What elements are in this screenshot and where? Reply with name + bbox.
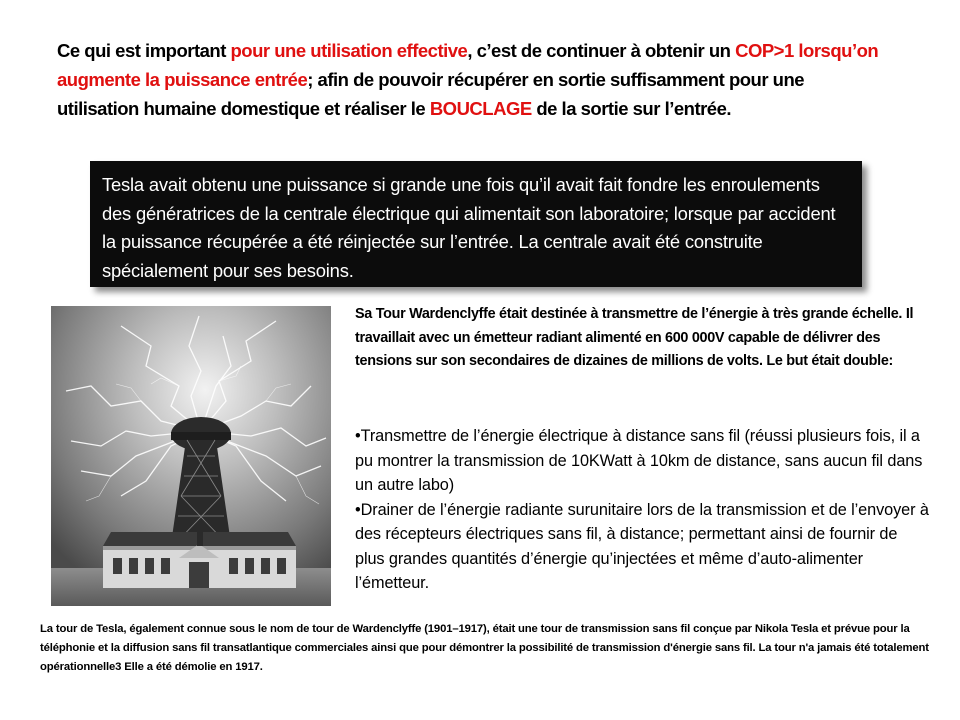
intro-highlight-3: BOUCLAGE	[429, 98, 532, 119]
tower-description	[355, 303, 925, 374]
intro-text-4: de la sortie sur l’entrée.	[531, 98, 732, 119]
tower-illustration	[51, 306, 331, 606]
intro-text-1: Ce qui est important	[57, 40, 231, 61]
photo-caption-text: La tour de Tesla, également connue sous le nom de tour de Wardenclyffe (1901–1917), était une tour de transmission sans fil conçue par Nikola Tesla et prévue pour la téléphonie et la diffusion sans fil transatlantique commerciales ainsi que pour démontrer la possibilité de transmission d'énergie sans fil. La tour n'a jamais été totalement opérationnelle3 Elle a été démolie en 1917.	[40, 623, 929, 673]
wardenclyffe-tower-photo	[51, 306, 331, 606]
goals-list	[355, 424, 930, 596]
tower-description-text: Sa Tour Wardenclyffe était destinée à transmettre de l’énergie à très grande échelle. Il travaillait avec un émetteur radiant alimenté en 600 000V capable de délivrer des tensions sur son secondaires de dizaines de millions de volts. Le but était double:	[355, 306, 914, 369]
intro-text-2: , c’est de continuer à obtenir un	[467, 40, 736, 61]
tesla-quote-text: Tesla avait obtenu une puissance si grande une fois qu’il avait fait fondre les enroulements des génératrices de la centrale électrique qui alimentait son laboratoire; lorsque par accident la puissance récupérée a été réinjectée sur l’entrée. La centrale avait été construite spécialement pour ses besoins.	[102, 174, 836, 281]
intro-highlight-1: pour une utilisation effective	[230, 40, 468, 61]
photo-caption	[40, 620, 935, 677]
goal-item-1: •Transmettre de l’énergie électrique à distance sans fil (réussi plusieurs fois, il a pu montrer la transmission de 10KWatt à 10km de distance, sans aucun fil dans un autre labo)	[355, 427, 923, 494]
tesla-quote-box	[90, 161, 862, 287]
intro-text-3: ; afin de pouvoir récupérer en sortie suffisamment pour une utilisation humaine domestique et réaliser le	[57, 69, 805, 119]
goal-item-2: •Drainer de l’énergie radiante surunitaire lors de la transmission et de l’envoyer à des récepteurs électriques sans fil, à distance; permettant ainsi de fournir de plus grandes quantités d’énergie qu’injectées et même d’auto-alimenter l’émetteur.	[355, 500, 929, 592]
intro-highlight-2: COP>1 lorsqu’on augmente la puissance entrée	[57, 40, 879, 90]
intro-paragraph	[57, 36, 887, 123]
